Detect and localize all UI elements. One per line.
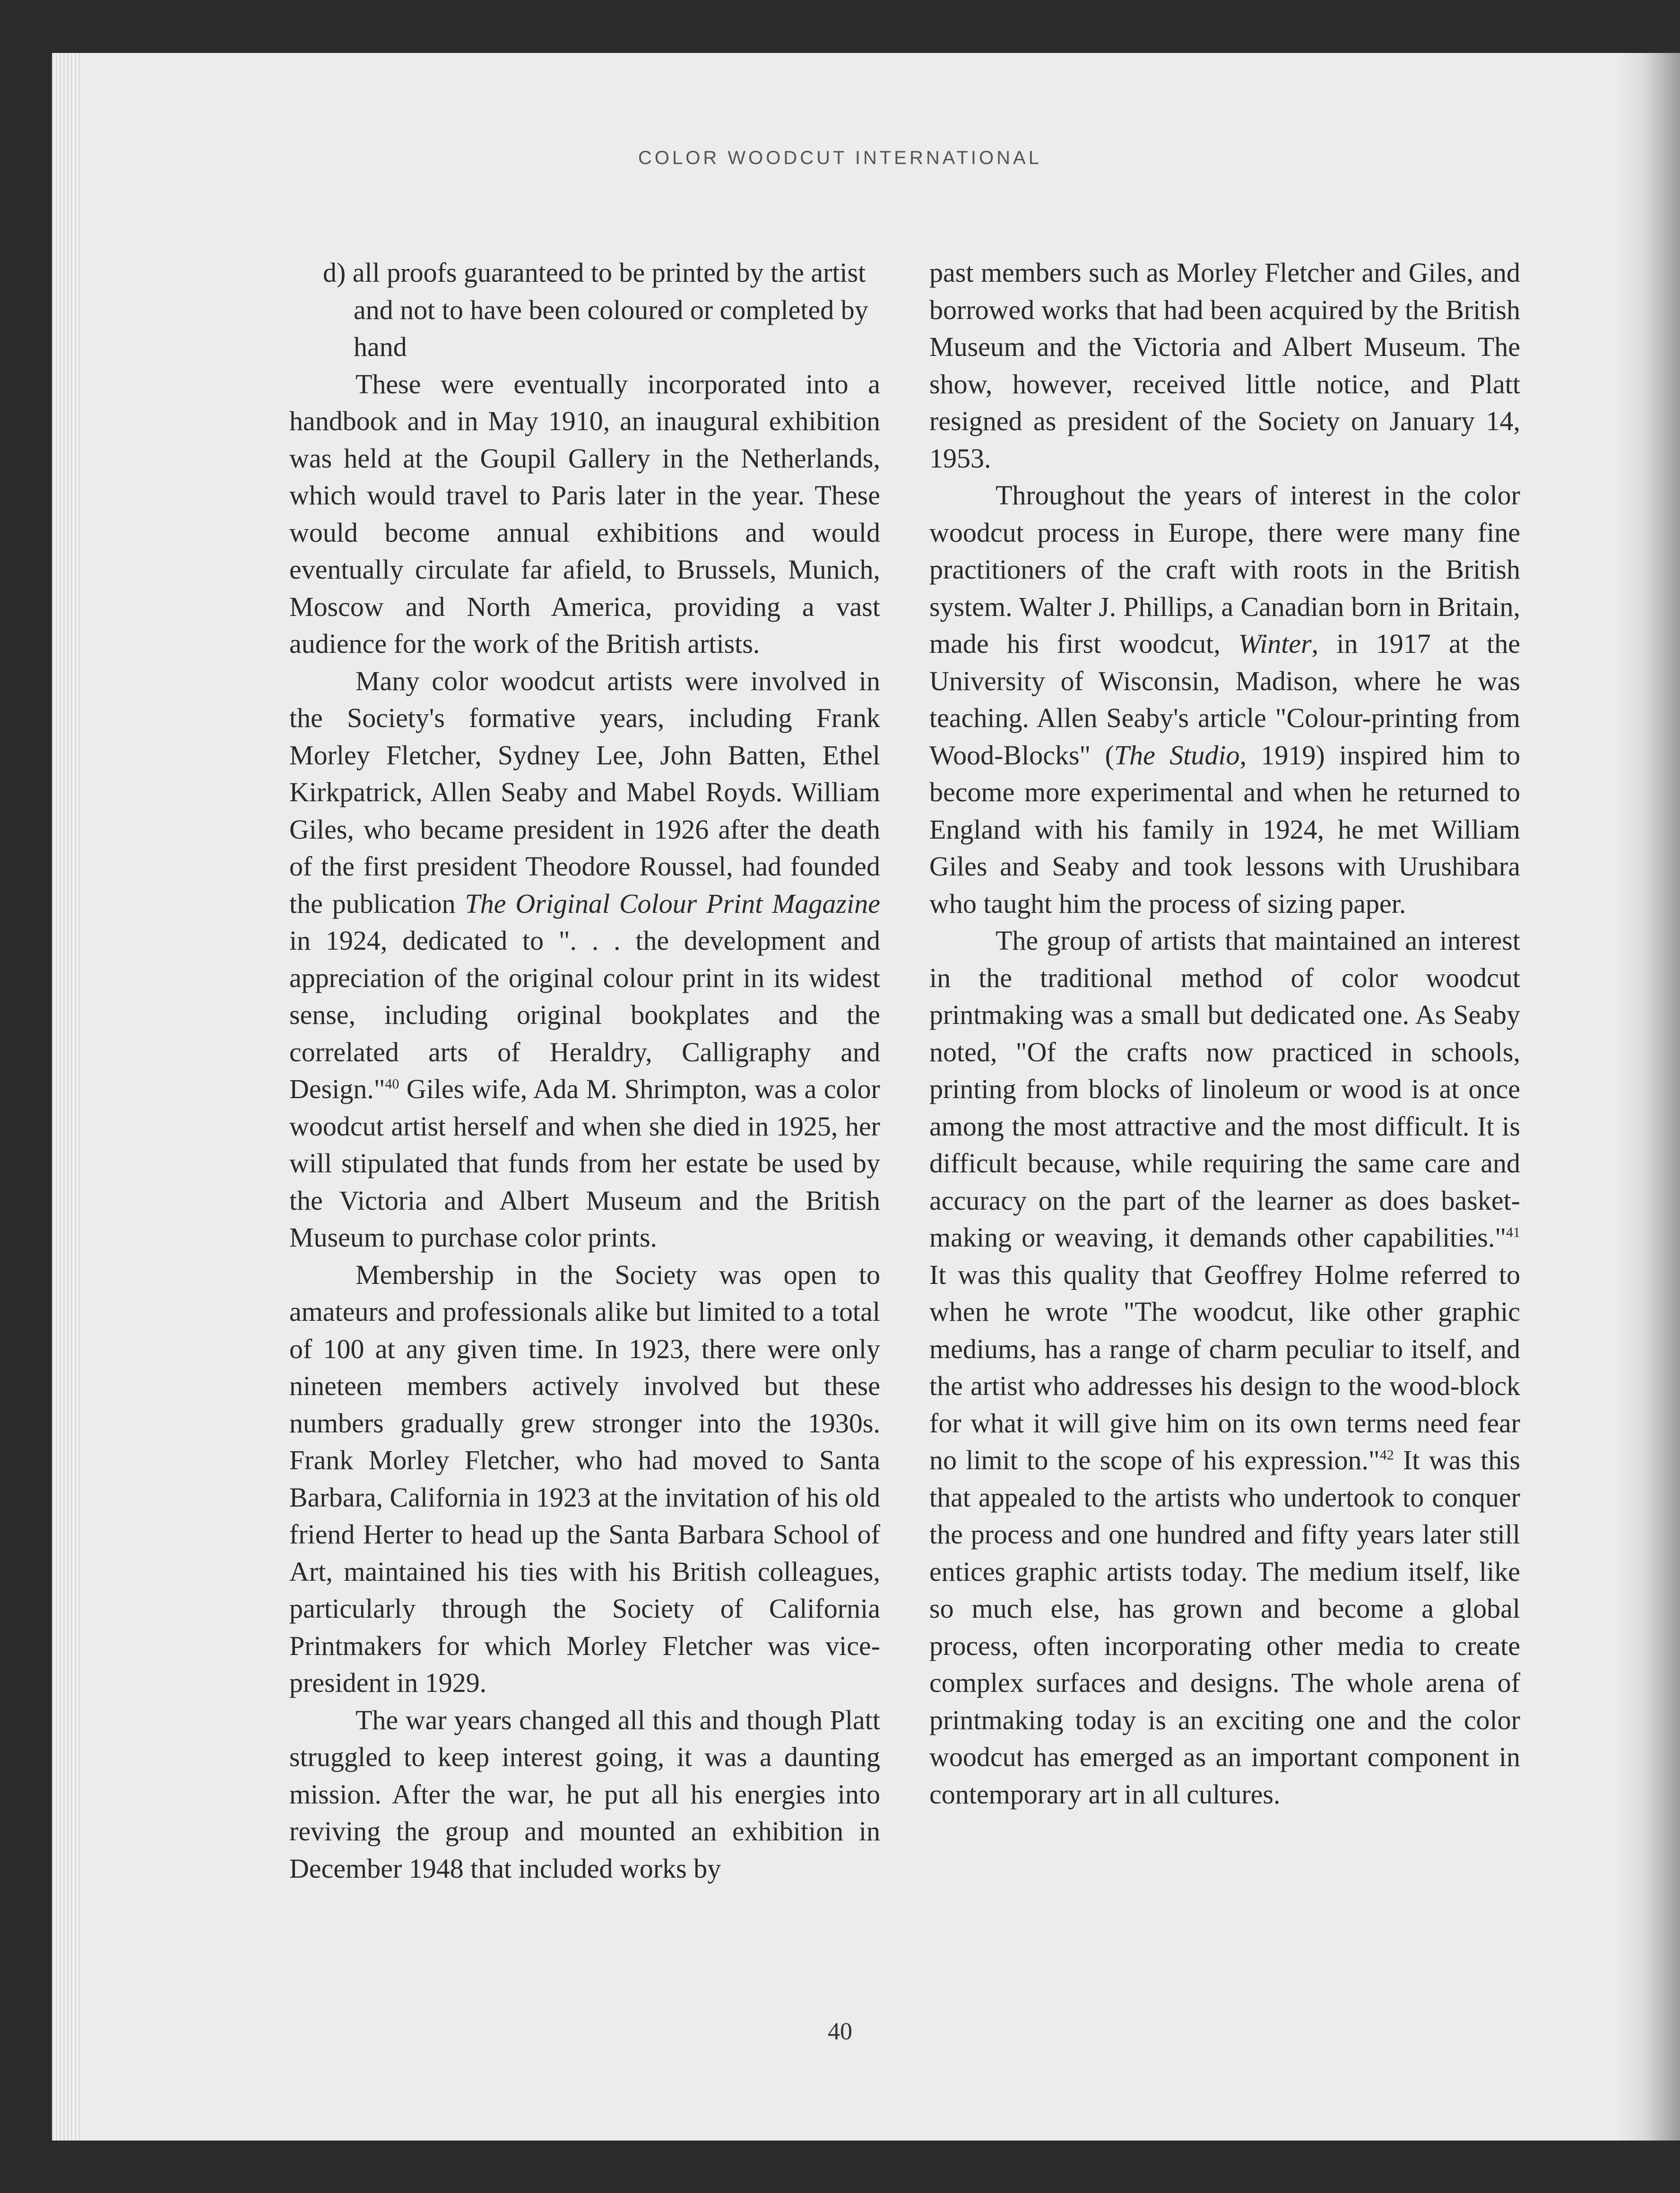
footnote-ref: 41	[1506, 1224, 1520, 1240]
italic-title: The Studio	[1114, 739, 1240, 771]
text-run: It was this quality that Geoffrey Holme referred to when he wrote "The woodcut, like other graphic mediums, has a range of charm peculiar to itself, and the artist who addresses his design to the wood-block for what it will give him on its own terms need fear no limit to the scope of his expression."	[929, 1259, 1520, 1475]
text-run: , 1919) inspired him to become more experimental and when he returned to England with his family in 1924, he met William Giles and Seaby and took lessons with Urushibara who taught him the process of sizing paper.	[929, 739, 1520, 919]
italic-title: The Original Colour Print Magazine	[465, 888, 880, 919]
paragraph: The war years changed all this and though Platt struggled to keep interest going, it was a daunting mission. After the war, he put all his energies into reviving the group and mounted an exhibition in December 1948 that included works by	[289, 1704, 880, 1884]
left-text-column	[289, 254, 880, 1887]
text-run: in 1924, dedicated to ". . . the development and appreciation of the original colour print in its widest sense, including original bookplates and the correlated arts of Heraldry, Calligraphy and Design."	[289, 925, 880, 1104]
text-run: Giles wife, Ada M. Shrimpton, was a color woodcut artist herself and when she died in 1925, her will stipulated that funds from her estate be used by the Victoria and Albert Museum and the British Museum to purchase color prints.	[289, 1074, 880, 1253]
paragraph	[289, 663, 880, 1257]
page-number: 40	[828, 2018, 852, 2045]
footnote-ref: 40	[385, 1076, 399, 1092]
text-run: , in 1917 at the University of Wisconsin, Madison, where he was teaching. Allen Seaby's article "Colour-printing from Wood-Blocks" (	[929, 628, 1520, 771]
page-edge-stack	[52, 53, 80, 2141]
text-run: Many color woodcut artists were involved in the Society's formative years, including Frank Morley Fletcher, Sydney Lee, John Batten, Ethel Kirkpatrick, Allen Seaby and Mabel Royds. William Giles, who became president in 1926 after the death of the first president Theodore Roussel, had founded the publication	[289, 665, 880, 919]
italic-title: Winter	[1238, 628, 1312, 659]
paragraph: These were eventually incorporated into a handbook and in May 1910, an inaugural exhibition was held at the Goupil Gallery in the Netherlands, which would travel to Paris later in the year. These would become annual exhibitions and would eventually circulate far afield, to Brussels, Munich, Moscow and North America, providing a vast audience for the work of the British artists.	[289, 368, 880, 659]
right-text-column	[929, 254, 1520, 1813]
text-run: It was this that appealed to the artists who undertook to conquer the process and one hundred and fifty years later still entices graphic artists today. The medium itself, like so much else, has grown and become a global process, often incorporating other media to create complex surfaces and designs. The whole arena of printmaking today is an exciting one and the color woodcut has emerged as an important component in contemporary art in all cultures.	[929, 1445, 1520, 1810]
paragraph	[929, 922, 1520, 1813]
list-item-d: d) all proofs guaranteed to be printed by the artist and not to have been coloured or completed by hand	[323, 257, 868, 362]
paragraph: past members such as Morley Fletcher and Giles, and borrowed works that had been acquired by the British Museum and the Victoria and Albert Museum. The show, however, received little notice, and Platt resigned as president of the Society on January 14, 1953.	[929, 257, 1520, 474]
paragraph	[929, 477, 1520, 922]
footnote-ref: 42	[1379, 1447, 1394, 1463]
text-run: The group of artists that maintained an interest in the traditional method of color woodcut printmaking was a small but dedicated one. As Seaby noted, "Of the crafts now practiced in schools, printing from blocks of linoleum or wood is at once among the most attractive and the most difficult. It is difficult because, while requiring the same care and accuracy on the part of the learner as does basket-making or weaving, it demands other capabilities."	[929, 925, 1520, 1253]
running-head: COLOR WOODCUT INTERNATIONAL	[638, 147, 1042, 168]
text-run: Throughout the years of interest in the color woodcut process in Europe, there were many fine practitioners of the craft with roots in the British system. Walter J. Phillips, a Canadian born in Britain, made his first woodcut,	[929, 480, 1520, 659]
binding-gutter-shadow	[1617, 53, 1680, 2141]
paragraph: Membership in the Society was open to amateurs and professionals alike but limited to a total of 100 at any given time. In 1923, there were only nineteen members actively involved but these numbers gradually grew stronger into the 1930s. Frank Morley Fletcher, who had moved to Santa Barbara, California in 1923 at the invitation of his old friend Herter to head up the Santa Barbara School of Art, maintained his ties with his British colleagues, particularly through the Society of California Printmakers for which Morley Fletcher was vice-president in 1929.	[289, 1259, 880, 1698]
